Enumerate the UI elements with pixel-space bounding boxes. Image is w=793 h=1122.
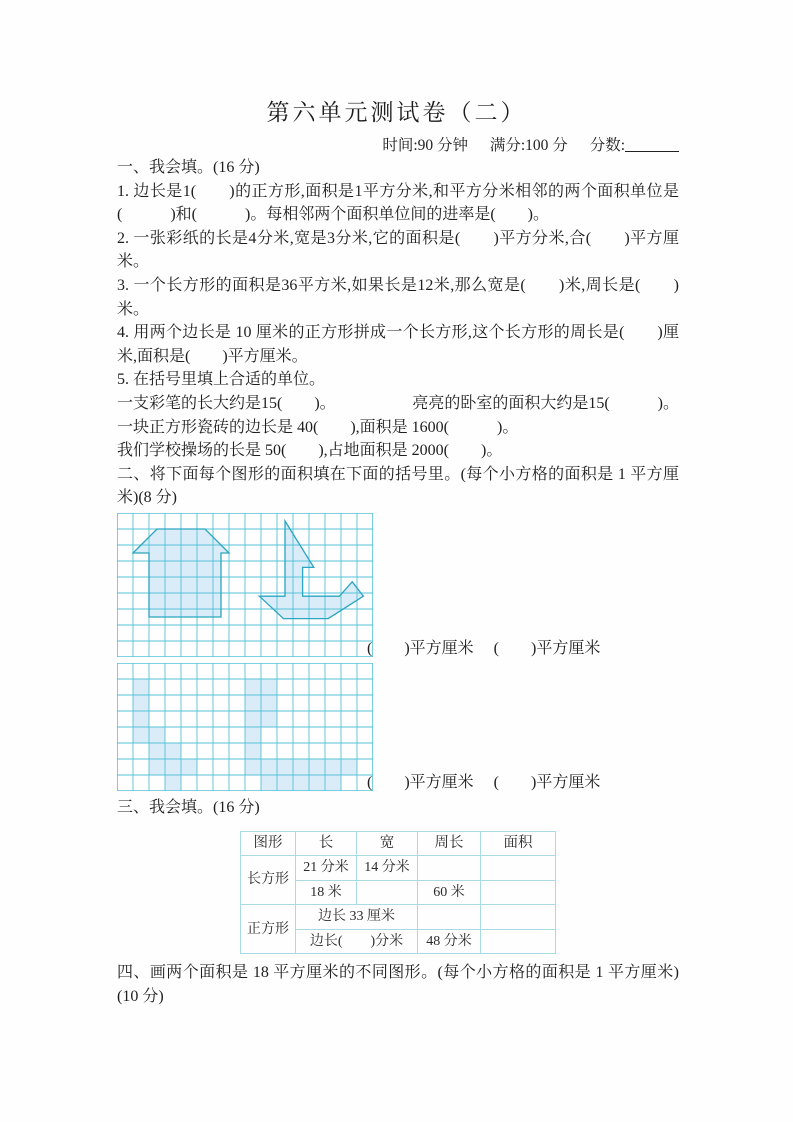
time-label: 时间:90 分钟 — [382, 137, 468, 154]
cell-rectangle-label: 长方形 — [241, 856, 296, 905]
question-1: 1. 边长是1( )的正方形,面积是1平方分米,和平方分米相邻的两个面积单位是( )和( )。每相邻两个面积单位间的进率是( )。 — [117, 182, 679, 224]
section-one-heading: 一、我会填。(16 分) — [117, 159, 260, 176]
cell-area — [481, 905, 556, 930]
section-three-heading: 三、我会填。(16 分) — [117, 798, 260, 816]
question-2: 2. 一张彩纸的长是4分米,宽是3分米,它的面积是( )平方分米,合( )平方厘米。 — [117, 229, 679, 271]
area-grid-2 — [117, 663, 373, 791]
cell-width — [357, 880, 418, 905]
header-perimeter: 周长 — [418, 831, 481, 856]
full-score-label: 满分:100 分 — [489, 137, 568, 154]
area-grid-2-block — [117, 663, 679, 791]
cell-area — [481, 880, 556, 905]
question-4: 4. 用两个边长是 10 厘米的正方形拼成一个长方形,这个长方形的周长是( )厘米,面积是( )平方厘米。 — [117, 324, 679, 365]
table-header-row — [241, 831, 556, 856]
q5-pencil-item: 一支彩笔的长大约是15( )。 — [117, 394, 336, 412]
q5-bedroom-item: 亮亮的卧室的面积大约是15( )。 — [412, 394, 679, 412]
fill-table — [240, 831, 556, 955]
header-length: 长 — [296, 831, 357, 856]
question-5-line-2: 一块正方形瓷砖的边长是 40( ),面积是 1600( )。 — [117, 418, 519, 436]
section-two-heading: 二、将下面每个图形的面积填在下面的括号里。(每个小方格的面积是 1 平方厘米)(8 分) — [117, 465, 679, 507]
cell-perimeter — [418, 856, 481, 881]
cell-width: 14 分米 — [357, 856, 418, 881]
paper-title: 第六单元测试卷（二） — [266, 100, 527, 125]
cell-side-length: 边长 33 厘米 — [296, 905, 418, 930]
cell-perimeter: 48 分米 — [418, 929, 481, 954]
grid-1-answer-blanks: ( )平方厘米 ( )平方厘米 — [367, 639, 601, 657]
table-row — [241, 856, 556, 881]
paper-body — [117, 156, 679, 1009]
grid-2-answer-blanks: ( )平方厘米 ( )平方厘米 — [367, 773, 601, 791]
cell-perimeter: 60 米 — [418, 880, 481, 905]
area-grid-1-block — [117, 513, 679, 657]
header-width: 宽 — [357, 831, 418, 856]
paper-info-line — [117, 133, 679, 155]
section-four-heading: 四、画两个面积是 18 平方厘米的不同图形。(每个小方格的面积是 1 平方厘米)(10 分) — [117, 964, 679, 1006]
score-blank-line — [625, 151, 679, 152]
cell-square-label: 正方形 — [241, 905, 296, 954]
question-3: 3. 一个长方形的面积是36平方米,如果长是12米,那么宽是( )米,周长是( )米。 — [117, 276, 679, 318]
cell-length: 21 分米 — [296, 856, 357, 881]
cell-perimeter — [418, 905, 481, 930]
header-area: 面积 — [481, 831, 556, 856]
question-5-line-1 — [117, 392, 679, 416]
cell-area — [481, 856, 556, 881]
question-5-intro: 5. 在括号里填上合适的单位。 — [117, 371, 326, 389]
cell-area — [481, 929, 556, 954]
area-grid-1 — [117, 513, 373, 657]
question-5-line-3: 我们学校操场的长是 50( ),占地面积是 2000( )。 — [117, 442, 503, 460]
cell-length: 18 米 — [296, 880, 357, 905]
score-label: 分数: — [589, 137, 625, 154]
header-shape: 图形 — [241, 831, 296, 856]
table-row — [241, 905, 556, 930]
cell-side-length: 边长( )分米 — [296, 929, 418, 954]
